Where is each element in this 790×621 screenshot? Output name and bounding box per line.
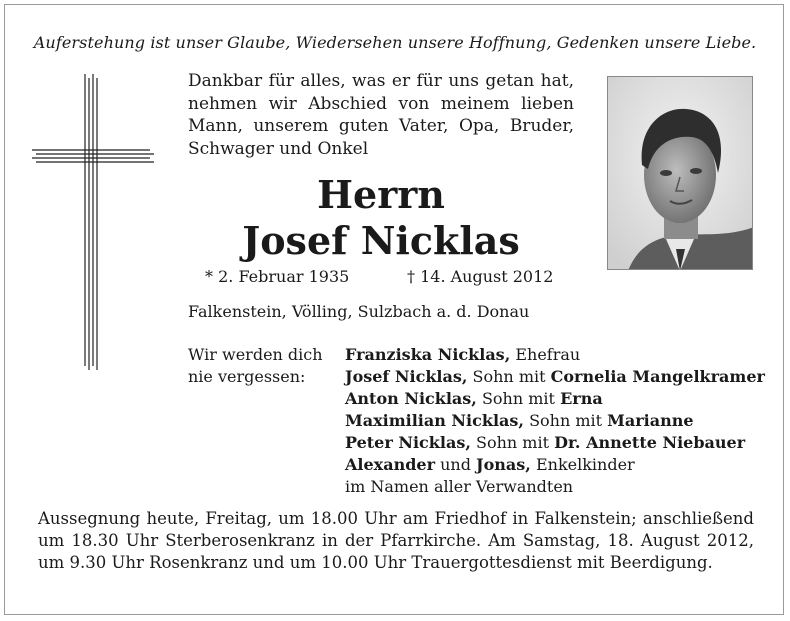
member-relation: Sohn mit <box>523 411 608 430</box>
family-member <box>345 476 765 498</box>
member-relation: Sohn mit <box>476 389 561 408</box>
member-partner: Dr. Annette Niebauer <box>554 433 746 452</box>
intro-line: Schwager und Onkel <box>188 138 369 159</box>
mourners-label-line: Wir werden dich <box>188 345 323 364</box>
intro-text <box>188 70 574 160</box>
member-relation: und <box>435 455 477 474</box>
service-line: Aussegnung heute, Freitag, um 18.00 Uhr am Friedhof in Falkenstein; anschließend <box>38 509 754 528</box>
family-member <box>345 388 765 410</box>
member-name: Josef Nicklas, <box>345 367 468 386</box>
member-partner: Jonas, <box>476 455 531 474</box>
intro-line: Dankbar für alles, was er für uns getan hat, <box>188 71 574 91</box>
family-member <box>345 432 765 454</box>
service-line: um 18.30 Uhr Sterberosenkranz in der Pfarrkirche. Am Samstag, 18. August 2012, <box>38 531 754 550</box>
member-relation: im Namen aller Verwandten <box>345 477 574 496</box>
member-name: Alexander <box>345 455 436 474</box>
family-member <box>345 366 765 388</box>
member-partner: Cornelia Mangelkramer <box>550 367 765 386</box>
family-member <box>345 344 765 366</box>
places: Falkenstein, Völling, Sulzbach a. d. Donau <box>188 302 530 321</box>
deceased-name: Josef Nicklas <box>242 218 520 263</box>
family-member <box>345 454 765 476</box>
intro-line: nehmen wir Abschied von meinem lieben <box>188 93 574 114</box>
member-partner: Erna <box>560 389 603 408</box>
member-name: Anton Nicklas, <box>345 389 477 408</box>
service-line: um 9.30 Uhr Rosenkranz und um 10.00 Uhr Trauergottesdienst mit Beerdigung. <box>38 553 713 572</box>
member-name: Maximilian Nicklas, <box>345 411 524 430</box>
member-relation: Ehefrau <box>510 345 581 364</box>
member-name: Franziska Nicklas, <box>345 345 511 364</box>
family-member <box>345 410 765 432</box>
family-list <box>345 344 765 498</box>
portrait-photo <box>607 76 753 270</box>
service-info <box>38 508 754 574</box>
birth-date: * 2. Februar 1935 <box>205 267 350 286</box>
member-partner: Marianne <box>607 411 694 430</box>
member-suffix: Enkelkinder <box>530 455 635 474</box>
mourners-label <box>188 344 323 388</box>
death-date: † 14. August 2012 <box>407 267 554 286</box>
member-name: Peter Nicklas, <box>345 433 471 452</box>
intro-line: Mann, unserem guten Vater, Opa, Bruder, <box>188 116 574 136</box>
member-relation: Sohn mit <box>470 433 555 452</box>
cross-icon <box>30 74 154 370</box>
member-relation: Sohn mit <box>467 367 551 386</box>
motto: Auferstehung ist unser Glaube, Wiedersehen unsere Hoffnung, Gedenken unsere Liebe. <box>33 33 757 52</box>
deceased-title: Herrn <box>317 172 445 217</box>
mourners-label-line: nie vergessen: <box>188 367 306 386</box>
